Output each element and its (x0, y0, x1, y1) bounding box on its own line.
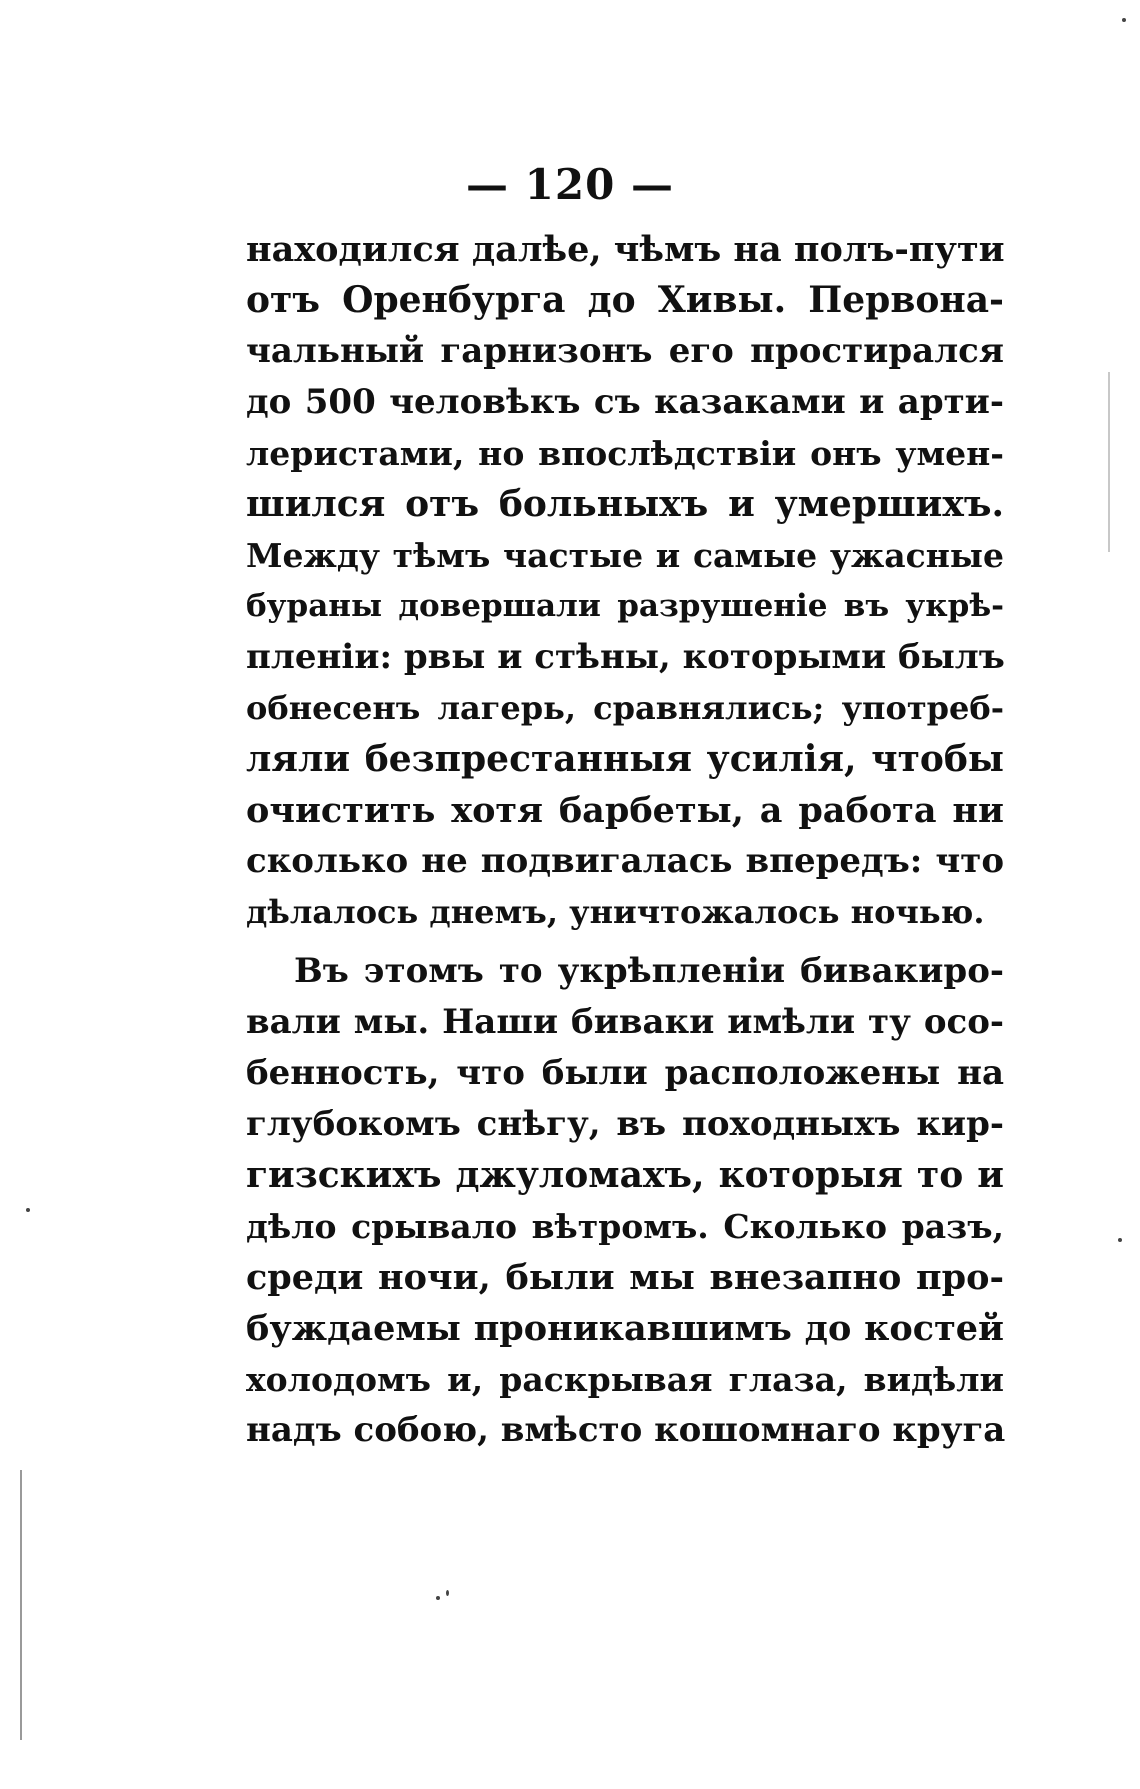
text-line: шился отъ больныхъ и умершихъ. (246, 483, 1004, 525)
text-line: дѣлалось днемъ, уничтожалось ночью. (246, 893, 985, 931)
text-line: Въ этомъ то укрѣпленіи бивакиро- (294, 951, 1004, 991)
page-number: — 120 — (466, 160, 674, 209)
text-line: отъ Оренбурга до Хивы. Первона- (246, 279, 1004, 321)
text-line: глубокомъ снѣгу, въ походныхъ кир- (246, 1104, 1004, 1144)
text-line: находился далѣе, чѣмъ на полъ-пути (246, 229, 1005, 270)
text-line: гизскихъ джуломахъ, которыя то и (246, 1154, 1004, 1196)
text-line: дѣло срывало вѣтромъ. Сколько разъ, (246, 1207, 1004, 1246)
scan-speck (1122, 18, 1126, 22)
scan-edge-mark (1108, 372, 1110, 552)
text-line: пленіи: рвы и стѣны, которыми былъ (246, 637, 1005, 677)
scan-edge-mark (20, 1470, 22, 1740)
text-line: очистить хотя барбеты, а работа ни (246, 790, 1004, 831)
paragraph-1 (246, 224, 1004, 938)
text-line: холодомъ и, раскрывая глаза, видѣли (246, 1360, 1004, 1399)
text-line: до 500 человѣкъ съ казаками и арти- (246, 382, 1004, 422)
text-line: сколько не подвигалась впередъ: что (246, 841, 1004, 881)
text-line: бураны довершали разрушеніе въ укрѣ- (246, 588, 1004, 624)
text-line: обнесенъ лагерь, сравнялись; употреб- (246, 689, 1004, 727)
text-line: бенность, что были расположены на (246, 1053, 1004, 1093)
text-line: вали мы. Наши биваки имѣли ту осо- (246, 1002, 1004, 1042)
text-line: ляли безпрестанныя усилія, чтобы (246, 738, 1004, 780)
scan-speck (26, 1208, 30, 1212)
text-line: буждаемы проникавшимъ до костей (246, 1308, 1004, 1349)
body-text (246, 224, 1004, 1456)
scan-speck (436, 1596, 440, 1600)
text-line: леристами, но впослѣдствіи онъ умен- (246, 434, 1004, 473)
paragraph-spacer (246, 938, 1004, 946)
paragraph-2 (246, 946, 1004, 1456)
text-line: чальный гарнизонъ его простирался (246, 331, 1004, 371)
text-line: Между тѣмъ частые и самые ужасные (246, 536, 1004, 575)
text-line: среди ночи, были мы внезапно про- (246, 1257, 1004, 1298)
text-line: надъ собою, вмѣсто кошомнаго круга (246, 1410, 1006, 1450)
scan-speck (1118, 1238, 1122, 1242)
scan-speck (446, 1590, 449, 1596)
